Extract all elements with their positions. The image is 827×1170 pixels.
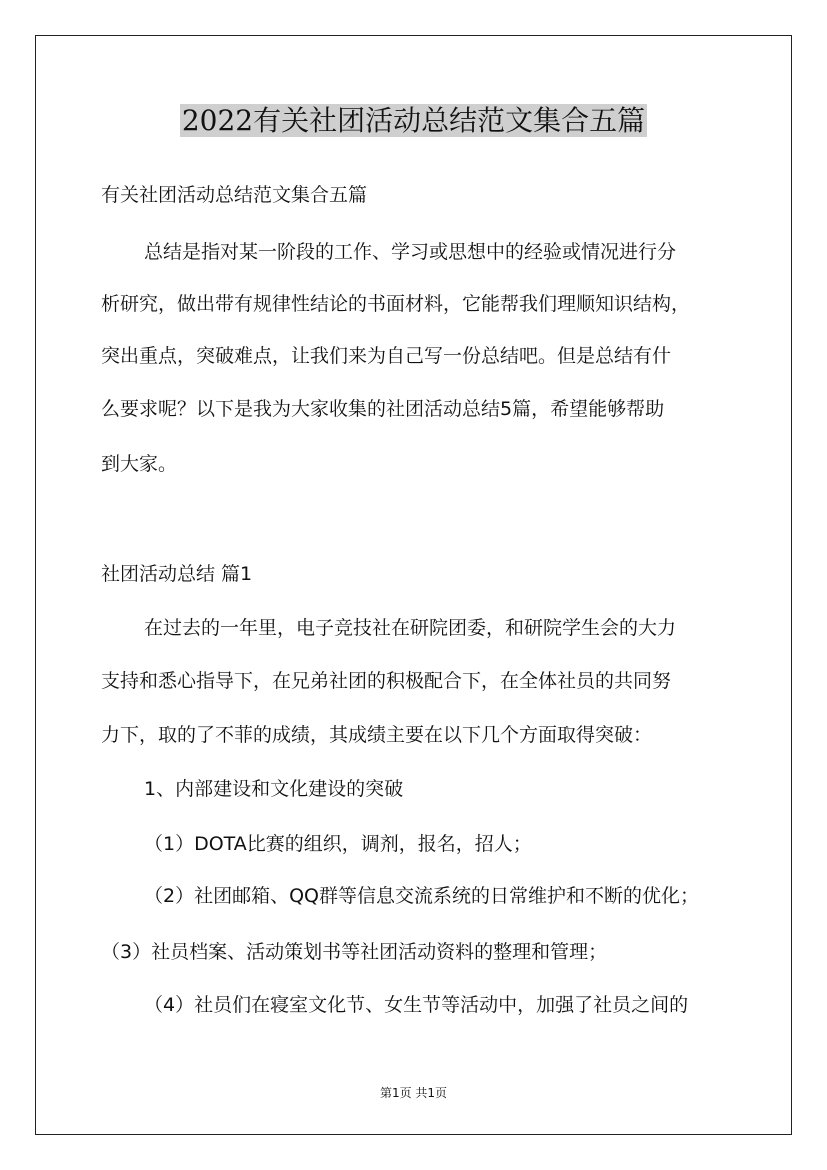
- section-heading: 社团活动总结 篇1: [101, 563, 253, 585]
- section-line: （3）社员档案、活动策划书等社团活动资料的整理和管理；: [101, 941, 608, 963]
- intro-line: 析研究，做出带有规律性结论的书面材料，它能帮我们理顺知识结构，: [101, 293, 691, 315]
- document-title-wrap: [0, 100, 827, 142]
- intro-line: 突出重点，突破难点，让我们来为自己写一份总结吧。但是总结有什: [101, 345, 672, 367]
- section-line: 力下，取的了不菲的成绩，其成绩主要在以下几个方面取得突破：: [101, 724, 653, 746]
- section-line: 在过去的一年里，电子竞技社在研院团委，和研院学生会的大力: [144, 617, 677, 639]
- page-footer: 第1页 共1页: [379, 1086, 448, 1100]
- section-line: （4）社员们在寝室文化节、女生节等活动中，加强了社员之间的: [144, 994, 689, 1016]
- section-line: 支持和悉心指导下，在兄弟社团的积极配合下，在全体社员的共同努: [101, 670, 672, 692]
- section-line: （2）社团邮箱、QQ群等信息交流系统的日常维护和不断的优化；: [144, 885, 700, 907]
- intro-line: 总结是指对某一阶段的工作、学习或思想中的经验或情况进行分: [144, 241, 677, 263]
- document-subtitle: 有关社团活动总结范文集合五篇: [101, 184, 368, 206]
- section-line: 1、内部建设和文化建设的突破: [144, 778, 404, 800]
- intro-line: 么要求呢？以下是我为大家收集的社团活动总结5篇，希望能够帮助: [101, 398, 665, 420]
- document-title: 2022有关社团活动总结范文集合五篇: [181, 104, 646, 137]
- section-line: （1）DOTA比赛的组织，调剂，报名，招人；: [144, 833, 532, 855]
- intro-line: 到大家。: [101, 453, 178, 475]
